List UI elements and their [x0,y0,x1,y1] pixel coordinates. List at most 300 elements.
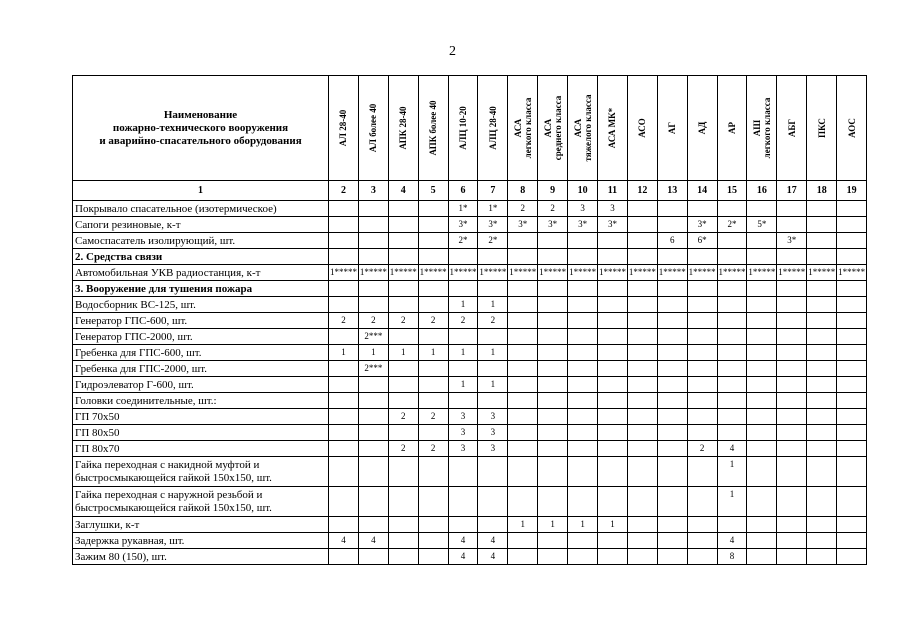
quantity-cell: 1 [388,345,418,361]
quantity-cell [418,533,448,549]
name-column-header [73,76,329,181]
item-name: Сапоги резиновые, к-т [73,217,329,233]
column-header [717,76,747,181]
quantity-cell [568,297,598,313]
quantity-cell [388,393,418,409]
quantity-cell [568,425,598,441]
quantity-cell [747,487,777,517]
quantity-cell [538,361,568,377]
quantity-cell [448,249,478,265]
quantity-cell [777,549,807,565]
quantity-cell [747,281,777,297]
column-header-line: ПКС [816,118,827,138]
quantity-cell: 3 [478,441,508,457]
quantity-cell [687,249,717,265]
quantity-cell [388,233,418,249]
quantity-cell [717,425,747,441]
column-header-line: АШ [751,119,762,137]
quantity-cell [717,249,747,265]
table-row [73,487,867,517]
quantity-cell [657,377,687,393]
quantity-cell [358,297,388,313]
item-name: Генератор ГПС-2000, шт. [73,329,329,345]
quantity-cell [777,201,807,217]
quantity-cell [538,487,568,517]
quantity-cell [329,329,359,345]
quantity-cell [598,457,628,487]
quantity-cell [837,281,867,297]
quantity-cell [478,329,508,345]
quantity-cell: 1 [598,517,628,533]
quantity-cell [807,487,837,517]
column-number: 9 [538,181,568,201]
table-row [73,549,867,565]
quantity-cell [388,249,418,265]
quantity-cell [478,457,508,487]
quantity-cell [807,329,837,345]
quantity-cell [418,249,448,265]
quantity-cell [598,425,628,441]
column-header [508,76,538,181]
quantity-cell: 2 [687,441,717,457]
quantity-cell: 4 [448,549,478,565]
quantity-cell [687,281,717,297]
quantity-cell [747,549,777,565]
column-header-line: тяжелого класса [582,94,593,162]
quantity-cell [358,201,388,217]
column-number: 6 [448,181,478,201]
quantity-cell [598,361,628,377]
column-header [329,76,359,181]
column-header-label [752,98,772,159]
table-row [73,297,867,313]
quantity-cell [717,345,747,361]
quantity-cell [388,549,418,565]
quantity-cell: 1***** [329,265,359,281]
quantity-cell: 1***** [807,265,837,281]
quantity-cell: 1 [508,517,538,533]
quantity-cell [478,361,508,377]
quantity-cell [508,361,538,377]
quantity-cell [568,487,598,517]
column-header-label [697,122,707,135]
quantity-cell [508,549,538,565]
quantity-cell [657,441,687,457]
quantity-cell [329,457,359,487]
column-header [627,76,657,181]
quantity-cell [388,457,418,487]
quantity-cell [747,361,777,377]
quantity-cell [508,377,538,393]
quantity-cell [568,393,598,409]
column-header [747,76,777,181]
quantity-cell [598,249,628,265]
quantity-cell: 3* [508,217,538,233]
quantity-cell [687,329,717,345]
quantity-cell: 6 [657,233,687,249]
quantity-cell [657,393,687,409]
column-header-line: АСА [542,118,553,138]
quantity-cell: 1***** [418,265,448,281]
column-header-label [368,104,378,153]
quantity-cell [448,393,478,409]
quantity-cell [358,487,388,517]
quantity-cell: 1* [478,201,508,217]
quantity-cell: 2 [478,313,508,329]
quantity-cell [807,441,837,457]
column-number: 19 [837,181,867,201]
quantity-cell [627,201,657,217]
column-header-label [847,118,857,138]
quantity-cell [329,361,359,377]
quantity-cell [568,549,598,565]
quantity-cell [807,409,837,425]
quantity-cell [508,297,538,313]
quantity-cell [598,409,628,425]
quantity-cell [717,377,747,393]
quantity-cell [508,345,538,361]
quantity-cell [538,313,568,329]
quantity-cell: 1 [717,487,747,517]
quantity-cell: 3* [777,233,807,249]
item-name: Гидроэлеватор Г-600, шт. [73,377,329,393]
column-header-line: АР [727,122,738,134]
quantity-cell [448,457,478,487]
quantity-cell: 2 [418,409,448,425]
quantity-cell: 1 [358,345,388,361]
quantity-cell [837,457,867,487]
quantity-cell [538,457,568,487]
column-number: 18 [807,181,837,201]
quantity-cell [388,517,418,533]
quantity-cell [568,533,598,549]
quantity-cell [538,281,568,297]
quantity-cell [358,377,388,393]
column-header [418,76,448,181]
quantity-cell [329,297,359,313]
quantity-cell [627,313,657,329]
quantity-cell: 1 [418,345,448,361]
quantity-cell: 3* [568,217,598,233]
table-row [73,345,867,361]
quantity-cell [627,233,657,249]
quantity-cell [717,201,747,217]
column-number: 16 [747,181,777,201]
column-number: 7 [478,181,508,201]
column-header [448,76,478,181]
item-name: Заглушки, к-т [73,517,329,533]
column-number: 15 [717,181,747,201]
quantity-cell [807,313,837,329]
quantity-cell [508,249,538,265]
quantity-cell [837,393,867,409]
quantity-cell [538,329,568,345]
item-name: Гребенка для ГПС-2000, шт. [73,361,329,377]
column-header [837,76,867,181]
quantity-cell [687,517,717,533]
quantity-cell [598,487,628,517]
equipment-table [72,75,867,565]
quantity-cell: 1***** [358,265,388,281]
table-row [73,361,867,377]
quantity-cell [508,457,538,487]
column-header-label [488,106,498,149]
name-header-line1: Наименование [163,108,238,121]
quantity-cell [538,297,568,313]
column-header-label [637,118,647,138]
quantity-cell [837,441,867,457]
quantity-cell [508,441,538,457]
quantity-cell [807,517,837,533]
quantity-cell: 2 [329,313,359,329]
quantity-cell [687,549,717,565]
quantity-cell [568,361,598,377]
quantity-cell: 1 [538,517,568,533]
quantity-cell [627,517,657,533]
quantity-cell [388,329,418,345]
quantity-cell [717,393,747,409]
quantity-cell: 1* [448,201,478,217]
quantity-cell: 2*** [358,361,388,377]
quantity-cell: 1***** [717,265,747,281]
quantity-cell [687,361,717,377]
quantity-cell [807,361,837,377]
quantity-cell: 1***** [538,265,568,281]
quantity-cell [329,441,359,457]
quantity-cell [837,217,867,233]
column-header-label [428,100,438,155]
table-row [73,517,867,533]
quantity-cell [717,329,747,345]
quantity-cell: 3 [448,409,478,425]
quantity-cell [747,313,777,329]
column-header-line: АСА МК* [607,107,618,149]
quantity-cell [508,281,538,297]
quantity-cell [657,425,687,441]
quantity-cell [388,281,418,297]
item-name: ГП 70х50 [73,409,329,425]
quantity-cell: 4 [358,533,388,549]
column-header [657,76,687,181]
quantity-cell [538,345,568,361]
quantity-cell: 1***** [598,265,628,281]
quantity-cell [807,393,837,409]
quantity-cell [747,393,777,409]
column-header-line: легкого класса [522,97,533,159]
item-name: Водосборник ВС-125, шт. [73,297,329,313]
table-row [73,533,867,549]
quantity-cell [448,361,478,377]
quantity-cell [777,409,807,425]
quantity-cell [358,281,388,297]
quantity-cell [418,425,448,441]
quantity-cell [627,345,657,361]
column-header-label [338,110,348,146]
column-header-line: АГ [667,121,678,135]
item-name: Самоспасатель изолирующий, шт. [73,233,329,249]
table-row [73,441,867,457]
quantity-cell [747,201,777,217]
quantity-cell [478,487,508,517]
quantity-cell: 1 [448,297,478,313]
quantity-cell [388,533,418,549]
quantity-cell [388,377,418,393]
quantity-cell [358,409,388,425]
item-name: Автомобильная УКВ радиостанция, к-т [73,265,329,281]
quantity-cell: 3* [687,217,717,233]
item-name: Зажим 80 (150), шт. [73,549,329,565]
quantity-cell [508,233,538,249]
column-header-label [667,122,677,134]
quantity-cell [717,233,747,249]
quantity-cell [807,457,837,487]
quantity-cell [478,517,508,533]
table-row [73,265,867,281]
quantity-cell: 4 [478,549,508,565]
quantity-cell [717,361,747,377]
column-header-label [607,108,617,148]
quantity-cell [837,377,867,393]
quantity-cell [418,549,448,565]
quantity-cell [388,487,418,517]
quantity-cell [538,533,568,549]
quantity-cell [538,233,568,249]
item-name: Генератор ГПС-600, шт. [73,313,329,329]
table-row [73,377,867,393]
column-header-label [543,96,563,161]
quantity-cell [598,549,628,565]
quantity-cell [657,487,687,517]
quantity-cell: 2 [388,441,418,457]
quantity-cell [478,281,508,297]
item-name: Задержка рукавная, шт. [73,533,329,549]
quantity-cell [747,425,777,441]
quantity-cell [777,457,807,487]
column-number: 12 [627,181,657,201]
quantity-cell [747,517,777,533]
column-header [598,76,628,181]
column-number: 17 [777,181,807,201]
table-row [73,217,867,233]
quantity-cell [837,487,867,517]
quantity-cell [777,249,807,265]
quantity-cell: 1***** [388,265,418,281]
quantity-cell [358,217,388,233]
quantity-cell: 5* [747,217,777,233]
quantity-cell [807,533,837,549]
quantity-cell [627,361,657,377]
quantity-cell [418,297,448,313]
quantity-cell [568,329,598,345]
quantity-cell [777,217,807,233]
quantity-cell [508,487,538,517]
quantity-cell [807,549,837,565]
quantity-cell [538,409,568,425]
quantity-cell [418,517,448,533]
quantity-cell [568,377,598,393]
quantity-cell: 1***** [627,265,657,281]
quantity-cell [329,487,359,517]
quantity-cell [329,201,359,217]
quantity-cell [358,441,388,457]
quantity-cell [418,487,448,517]
quantity-cell: 1 [329,345,359,361]
quantity-cell [747,249,777,265]
quantity-cell: 4 [717,441,747,457]
quantity-cell [837,201,867,217]
quantity-cell: 2 [418,313,448,329]
table-row [73,201,867,217]
item-name: Гребенка для ГПС-600, шт. [73,345,329,361]
column-header-line: АСА [572,118,583,138]
table-row [73,457,867,487]
quantity-cell [627,249,657,265]
quantity-cell: 3* [538,217,568,233]
column-header-line: АД [697,121,708,135]
quantity-cell [777,517,807,533]
column-header-line: АЛ более 40 [368,103,379,153]
column-number: 1 [73,181,329,201]
column-header [478,76,508,181]
quantity-cell [358,425,388,441]
quantity-cell [388,201,418,217]
quantity-cell [777,281,807,297]
quantity-cell [478,393,508,409]
quantity-cell [358,549,388,565]
quantity-cell: 1 [478,345,508,361]
quantity-cell [418,281,448,297]
quantity-cell [598,329,628,345]
quantity-cell [358,457,388,487]
quantity-cell: 2* [717,217,747,233]
quantity-cell [657,409,687,425]
quantity-cell [657,361,687,377]
quantity-cell [598,377,628,393]
quantity-cell: 1 [448,345,478,361]
column-number: 10 [568,181,598,201]
column-number: 4 [388,181,418,201]
quantity-cell [627,487,657,517]
quantity-cell [508,313,538,329]
quantity-cell: 1***** [747,265,777,281]
quantity-cell [837,409,867,425]
column-header [388,76,418,181]
quantity-cell [388,297,418,313]
quantity-cell: 3 [448,425,478,441]
quantity-cell [837,517,867,533]
quantity-cell [687,201,717,217]
quantity-cell [777,441,807,457]
column-header-label [573,94,593,161]
item-name: Головки соединительные, шт.: [73,393,329,409]
header-row [73,76,867,181]
quantity-cell [598,233,628,249]
quantity-cell [747,457,777,487]
quantity-cell [329,377,359,393]
quantity-cell [329,281,359,297]
quantity-cell: 2 [418,441,448,457]
quantity-cell [657,533,687,549]
section-row [73,249,867,265]
quantity-cell [687,313,717,329]
quantity-cell [538,425,568,441]
quantity-cell [627,409,657,425]
quantity-cell [329,549,359,565]
quantity-cell [777,329,807,345]
quantity-cell [747,377,777,393]
column-header-label [398,106,408,149]
quantity-cell [837,249,867,265]
